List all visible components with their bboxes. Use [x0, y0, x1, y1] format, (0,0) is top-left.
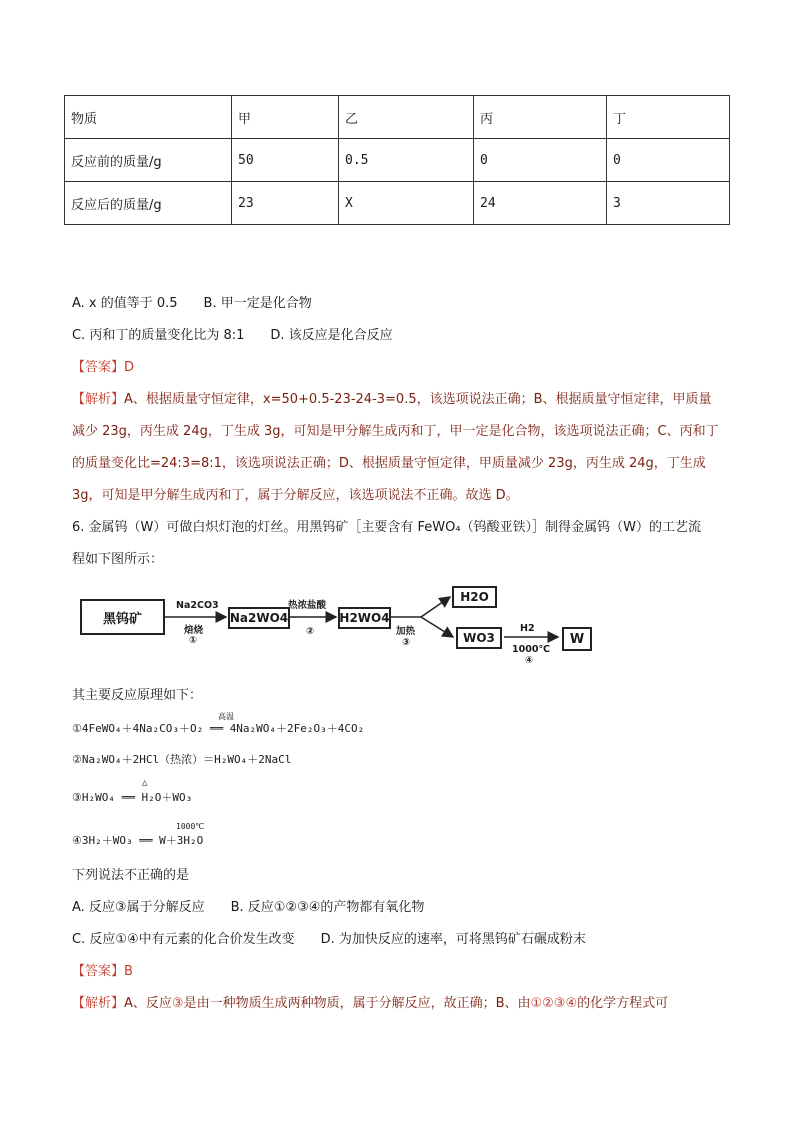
answer-label: 【答案】 [72, 360, 125, 375]
table-cell: 0 [607, 139, 730, 182]
q6-options-ab: A. 反应③属于分解反应 B. 反应①②③④的产物都有氧化物 [72, 900, 425, 915]
ore-box: 黑钨矿 [80, 599, 165, 635]
h2wo4-box: H2WO4 [338, 607, 391, 629]
eq3-condition: △ [142, 778, 148, 788]
w-box: W [562, 627, 592, 651]
principle-label: 其主要反应原理如下： [72, 688, 203, 703]
table-cell: X [339, 182, 474, 225]
table-cell: 24 [474, 182, 607, 225]
q5-answer [72, 358, 134, 378]
table-cell: 0 [474, 139, 607, 182]
analysis-num-3: ③ [171, 996, 184, 1011]
analysis-text: A、根据质量守恒定律，x=50+0.5-23-24-3=0.5，该选项说法正确；B、根据质量守恒定律，甲质量减少 23g，丙生成 24g，丁生成 3g，可知是甲分解生成丙和丁，甲一定是化合物，该选项说法正确；C、丙和丁的质量变化比=24:3=8:1，该选项说法正确；D、根据质量守恒定律，甲质量减少 23g，丙生成 24g，丁生成 3g，可知是甲分解生成丙和丁，属于分解反应，该选项说法不正确。故选 D。 [72, 392, 719, 503]
equation-2: ②Na₂WO₄＋2HCl（热浓）＝H₂WO₄＋2NaCl [72, 753, 292, 766]
eq4-condition: 1000℃ [176, 822, 205, 831]
answer-label: 【答案】 [72, 964, 125, 979]
q6-answer [72, 962, 133, 982]
answer-value: D [124, 360, 135, 375]
equation-3 [72, 778, 193, 805]
table-cell: 23 [232, 182, 339, 225]
q6-stem-line1: 6. 金属钨（W）可做白炽灯泡的灯丝。用黑钨矿［主要含有 FeWO₄（钨酸亚铁）］制得金属钨（W）的工艺流 [72, 520, 701, 535]
h2-label: H2 [520, 623, 535, 634]
hot-acid-label: 热浓盐酸 [288, 600, 327, 611]
step2-label: ② [306, 626, 315, 637]
h2o-box: H2O [452, 586, 497, 608]
table-cell: 乙 [339, 96, 474, 139]
equation-1 [72, 712, 365, 736]
table-cell: 物质 [65, 96, 232, 139]
eq1-condition: 高温 [218, 712, 234, 721]
equation-4 [72, 822, 205, 848]
q6-question: 下列说法不正确的是 [72, 868, 190, 883]
table-header-row [65, 96, 730, 139]
table-cell: 反应前的质量/g [65, 139, 232, 182]
process-flow-diagram [78, 585, 593, 670]
wo3-box: WO3 [456, 627, 502, 649]
q5-analysis [72, 384, 722, 512]
temp-label: 1000℃ [512, 644, 550, 655]
analysis-label: 【解析】 [72, 392, 125, 407]
step3-label: ③ [402, 637, 411, 648]
answer-value: B [124, 964, 133, 979]
table-cell: 丁 [607, 96, 730, 139]
heat-label: 加热 [396, 626, 416, 637]
q5-options-ab: A. x 的值等于 0.5 B. 甲一定是化合物 [72, 296, 312, 311]
na2wo4-box: Na2WO4 [228, 607, 290, 629]
q6-analysis [72, 994, 722, 1014]
q6-options-cd: C. 反应①④中有元素的化合价发生改变 D. 为加快反应的速率，可将黑钨矿石碾成粉末 [72, 932, 586, 947]
mass-table [64, 95, 730, 225]
table-cell: 3 [607, 182, 730, 225]
table-cell: 甲 [232, 96, 339, 139]
analysis-text-b: 是由一种物质生成两种物质，属于分解反应，故正确；B、由 [183, 996, 531, 1011]
na2co3-label: Na2CO3 [176, 600, 219, 611]
table-row [65, 139, 730, 182]
roast-label: 焙烧 [184, 625, 204, 636]
table-row [65, 182, 730, 225]
table-cell: 丙 [474, 96, 607, 139]
eq4-text: ④3H₂＋WO₃ ══ W＋3H₂O [72, 834, 204, 847]
step1-label: ① [189, 635, 198, 646]
analysis-text-c: 的化学方程式可 [577, 996, 669, 1011]
q5-options-cd: C. 丙和丁的质量变化比为 8:1 D. 该反应是化合反应 [72, 328, 393, 343]
eq3-text: ③H₂WO₄ ══ H₂O＋WO₃ [72, 791, 193, 804]
table-cell: 0.5 [339, 139, 474, 182]
q6-stem-line2: 程如下图所示： [72, 552, 164, 567]
analysis-text-a: A、反应 [124, 996, 172, 1011]
analysis-nums-1234: ①②③④ [530, 996, 578, 1011]
analysis-label: 【解析】 [72, 996, 125, 1011]
step4-label: ④ [525, 655, 534, 666]
table-cell: 50 [232, 139, 339, 182]
eq1-text: ①4FeWO₄＋4Na₂CO₃＋O₂ ══ 4Na₂WO₄＋2Fe₂O₃＋4CO₂ [72, 722, 365, 735]
table-cell: 反应后的质量/g [65, 182, 232, 225]
